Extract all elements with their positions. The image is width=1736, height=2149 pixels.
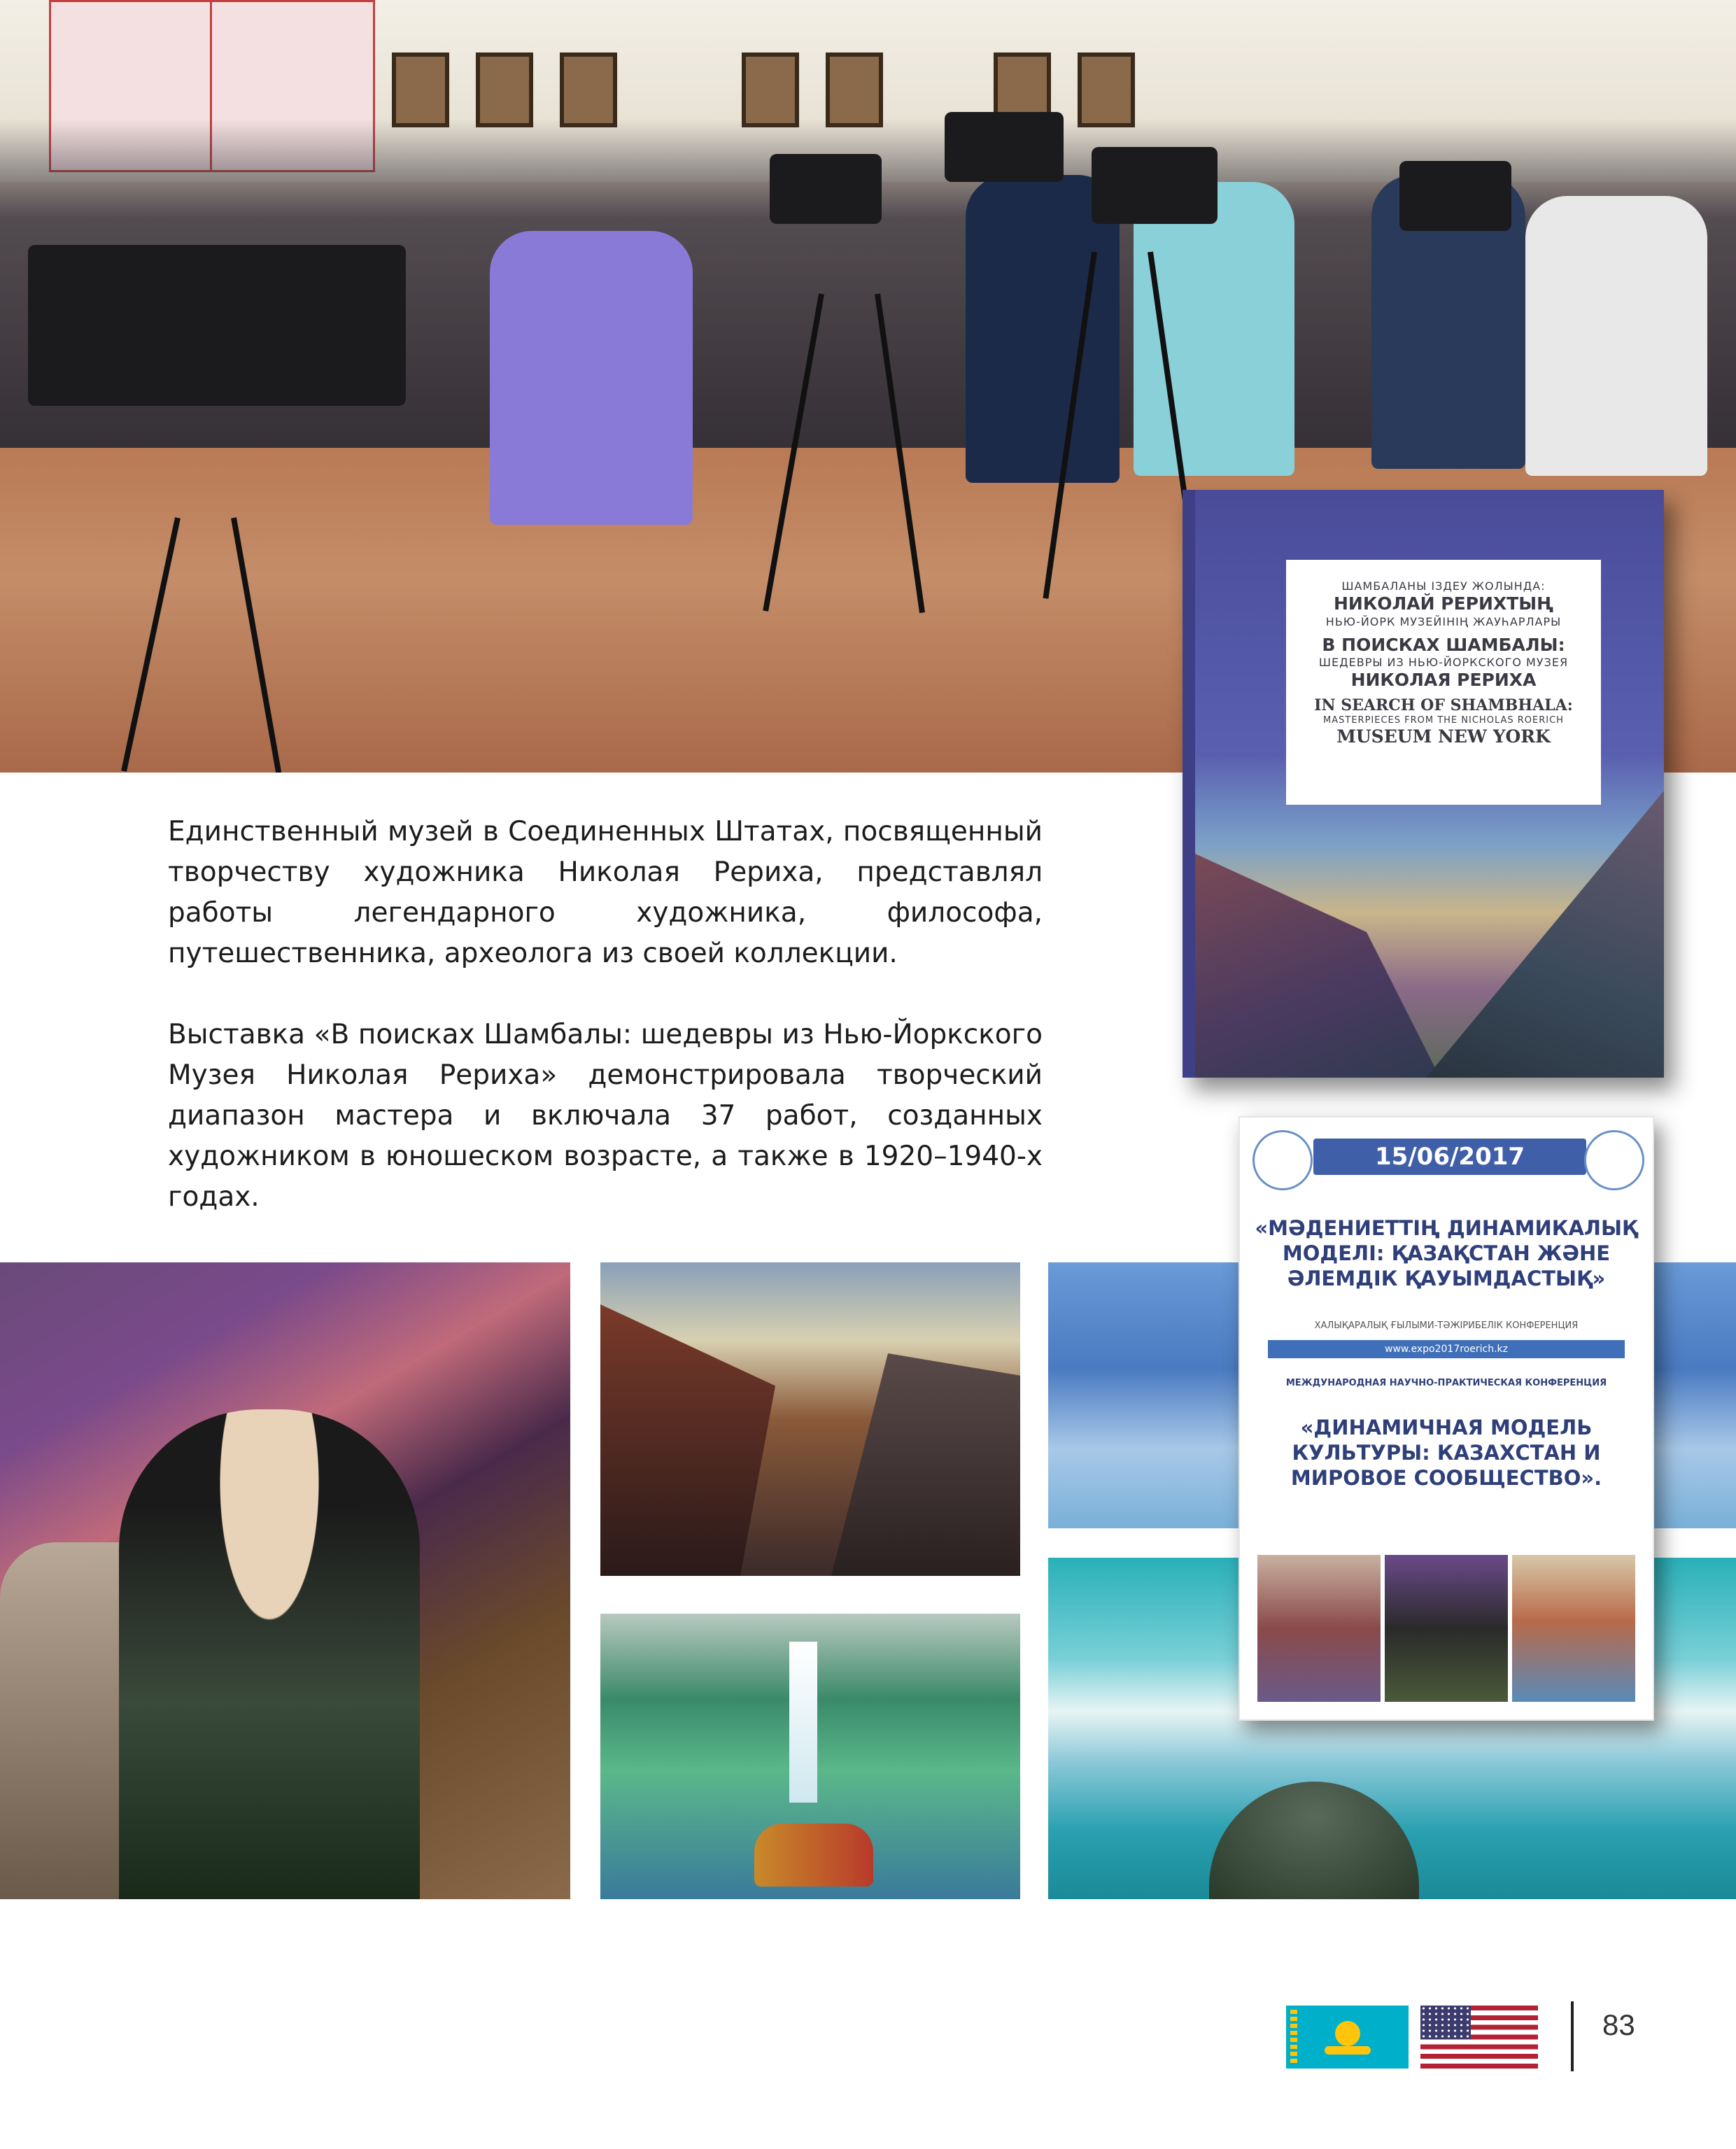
kazakhstan-flag-icon	[1286, 2006, 1409, 2069]
painting-figures	[754, 1824, 873, 1887]
usa-flag-icon	[1420, 2006, 1538, 2069]
painting-frame	[1078, 52, 1135, 127]
poster-url: www.expo2017roerich.kz	[1268, 1340, 1625, 1358]
book-title-en-line: MASTERPIECES FROM THE NICHOLAS ROERICH	[1323, 714, 1564, 726]
flag-sun	[1335, 2021, 1360, 2046]
photographer-purple-shirt	[490, 231, 693, 525]
book-title-en-line: MUSEUM NEW YORK	[1336, 726, 1551, 747]
emblem-icon	[1252, 1130, 1313, 1190]
painting-frame	[560, 52, 617, 127]
poster-thumb	[1385, 1555, 1508, 1702]
video-camera-icon	[945, 112, 1064, 182]
flag-eagle	[1325, 2046, 1371, 2055]
book-title-en-line: IN SEARCH OF SHAMBHALA:	[1314, 696, 1573, 714]
poster-subtitle-kz: ХАЛЫҚАРАЛЫҚ ҒЫЛЫМИ-ТӘЖІРИБЕЛІК КОНФЕРЕНЦИЯ	[1314, 1320, 1579, 1331]
book-title-plate	[1286, 560, 1601, 805]
article-body	[168, 812, 1043, 1258]
book-title-kz-line: НИКОЛАЙ РЕРИХТЫҢ	[1333, 593, 1554, 614]
book-title-ru-line: В ПОИСКАХ ШАМБАЛЫ:	[1322, 634, 1565, 655]
museum-logo-icon	[1584, 1130, 1644, 1190]
painting-cliff	[831, 1353, 1020, 1576]
poster-thumb	[1512, 1555, 1635, 1702]
cover-mountain	[1195, 854, 1440, 1078]
poster-subtitle-ru: МЕЖДУНАРОДНАЯ НАУЧНО-ПРАКТИЧЕСКАЯ КОНФЕРЕНЦИЯ	[1285, 1378, 1607, 1388]
flag-canton	[1420, 2006, 1471, 2039]
poster-title-ru: «ДИНАМИЧНАЯ МОДЕЛЬ КУЛЬТУРЫ: КАЗАХСТАН И МИРОВОЕ СООБЩЕСТВО».	[1290, 1416, 1602, 1490]
painting-cliff	[600, 1304, 775, 1576]
poster-painting-thumbnails	[1257, 1555, 1635, 1702]
video-camera-icon	[28, 245, 406, 406]
painting-frame	[826, 52, 883, 127]
painting-mountain-valley	[600, 1262, 1020, 1576]
book-title-ru-line: ШЕДЕВРЫ ИЗ НЬЮ-ЙОРКСКОГО МУЗЕЯ	[1318, 656, 1569, 669]
conference-poster	[1239, 1116, 1654, 1721]
painting-frame	[392, 52, 449, 127]
page-number: 83	[1602, 2008, 1635, 2041]
painting-frame	[742, 52, 799, 127]
painting-frame	[476, 52, 533, 127]
painting-figure	[119, 1409, 420, 1899]
video-camera-icon	[1092, 147, 1218, 224]
painting-waterfall	[789, 1642, 817, 1803]
book-title-kz-line: НЬЮ-ЙОРК МУЗЕЙІНІҢ ЖАУҺАРЛАРЫ	[1325, 614, 1562, 628]
poster-title-kz: «МӘДЕНИЕТТІҢ ДИНАМИКАЛЫҚ МОДЕЛІ: ҚАЗАҚСТАН ЖӘНЕ ӘЛЕМДІК ҚАУЫМДАСТЫҚ»	[1255, 1216, 1638, 1290]
book-title-kz-line: ШАМБАЛАНЫ ІЗДЕУ ЖОЛЫНДА:	[1341, 579, 1546, 593]
painting-rock	[1209, 1782, 1419, 1899]
paragraph: Выставка «В поисках Шамбалы: шедевры из Нью-Йоркского Музея Николая Рериха» демонстрировала творческий диапазон мастера и включала 37 работ, созданных художником в юношеском возрасте, а также в 1920–1940-х годах.	[168, 1019, 1043, 1213]
painting-roerich-portrait	[0, 1262, 570, 1899]
paragraph: Единственный музей в Соединенных Штатах, посвященный творчеству художника Николая Рериха, представлял работы легендарного художника, философа, путешественника, археолога из своей коллекции.	[168, 816, 1043, 969]
book-title-ru-line: НИКОЛАЯ РЕРИХА	[1350, 670, 1537, 690]
attendee	[1525, 196, 1707, 476]
poster-date: 15/06/2017	[1313, 1139, 1586, 1175]
exhibition-book-cover	[1183, 490, 1664, 1078]
footer-divider	[1571, 2001, 1574, 2071]
painting-green-waterfall	[600, 1614, 1020, 1899]
cover-mountain	[1426, 791, 1664, 1078]
poster-thumb	[1257, 1555, 1381, 1702]
video-camera-icon	[770, 154, 882, 224]
flag-ornament	[1290, 2010, 1297, 2064]
video-camera-icon	[1399, 161, 1511, 231]
